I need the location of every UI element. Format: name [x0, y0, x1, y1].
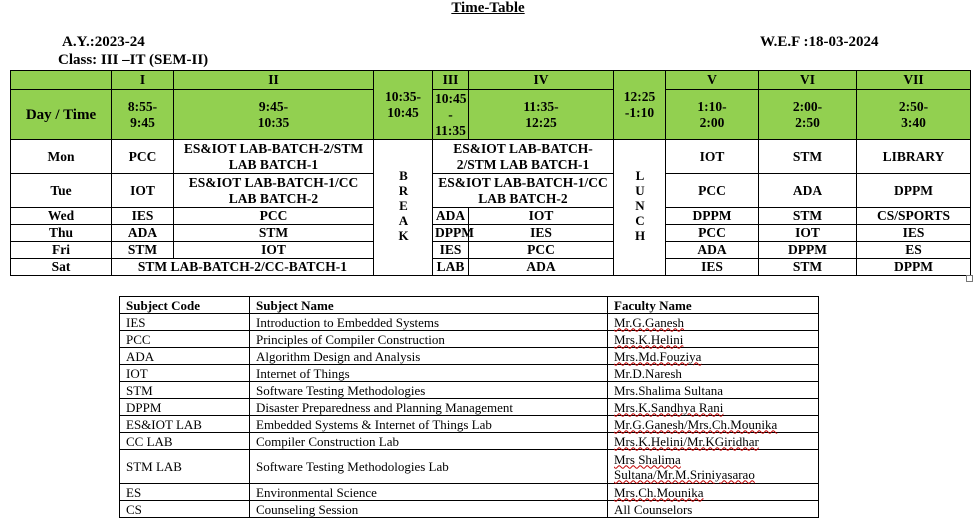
day-time-label: Day / Time: [11, 90, 112, 140]
table-row: [120, 501, 819, 518]
subject-name: Principles of Compiler Construction: [250, 331, 608, 348]
break-time: 10:35- 10:45: [374, 71, 433, 140]
subject-name: Counseling Session: [250, 501, 608, 518]
subject-code: IOT: [120, 365, 250, 382]
class-cell: IOT: [112, 174, 174, 208]
subject-name: Internet of Things: [250, 365, 608, 382]
subject-name: Compiler Construction Lab: [250, 433, 608, 450]
subject-name: Software Testing Methodologies Lab: [250, 450, 608, 484]
faculty-name: Mrs.K.Helini/Mr.KGiridhar: [608, 433, 819, 450]
time-slot: 9:45- 10:35: [174, 90, 374, 140]
faculty-name: Mrs.K.Helini: [608, 331, 819, 348]
period-header: VII: [857, 71, 971, 90]
class-cell: ES: [857, 242, 971, 259]
class-cell: STM: [759, 208, 857, 225]
day-label: Fri: [11, 242, 112, 259]
faculty-name: Mr.D.Naresh: [608, 365, 819, 382]
subject-name: Software Testing Methodologies: [250, 382, 608, 399]
wef-date: W.E.F :18-03-2024: [760, 34, 879, 50]
subject-code: CS: [120, 501, 250, 518]
class-cell: LAB: [433, 259, 469, 276]
time-slot: 1:10- 2:00: [666, 90, 759, 140]
lunch-column: [614, 140, 666, 276]
table-row: [120, 450, 819, 484]
class-cell: ADA: [112, 225, 174, 242]
timetable: [10, 70, 971, 276]
subject-code: STM: [120, 382, 250, 399]
day-label: Mon: [11, 140, 112, 174]
table-row: [120, 433, 819, 450]
subject-code: IES: [120, 314, 250, 331]
period-header-row: [11, 71, 971, 90]
day-row-sat: [11, 259, 971, 276]
class-cell: PCC: [666, 225, 759, 242]
subject-table-header: [120, 297, 819, 314]
class-label: Class: III –IT (SEM-II): [58, 52, 209, 68]
class-cell: DPPM: [433, 225, 469, 242]
subject-code: ES&IOT LAB: [120, 416, 250, 433]
class-cell: IOT: [666, 140, 759, 174]
subject-code: ADA: [120, 348, 250, 365]
time-slot: 10:45 - 11:35: [433, 90, 469, 140]
class-cell: ADA: [759, 174, 857, 208]
day-label: Sat: [11, 259, 112, 276]
table-row: [120, 484, 819, 501]
subject-code: CC LAB: [120, 433, 250, 450]
faculty-name: Mr.G.Ganesh: [608, 314, 819, 331]
header-subject-name: Subject Name: [250, 297, 608, 314]
faculty-name: All Counselors: [608, 501, 819, 518]
table-row: [120, 314, 819, 331]
subject-name: Environmental Science: [250, 484, 608, 501]
faculty-name: Mr.G.Ganesh/Mrs.Ch.Mounika: [608, 416, 819, 433]
table-row: [120, 416, 819, 433]
subject-code: ES: [120, 484, 250, 501]
table-row: [120, 399, 819, 416]
class-cell: PCC: [666, 174, 759, 208]
time-slot: 8:55- 9:45: [112, 90, 174, 140]
class-cell: ES&IOT LAB-BATCH-1/CC LAB BATCH-2: [174, 174, 374, 208]
academic-year: A.Y.:2023-24: [62, 34, 145, 50]
class-cell: IOT: [174, 242, 374, 259]
break-column: [374, 140, 433, 276]
table-row: [120, 382, 819, 399]
subject-name: Embedded Systems & Internet of Things Lab: [250, 416, 608, 433]
class-cell: IES: [666, 259, 759, 276]
time-row: [11, 90, 971, 140]
day-row-mon: [11, 140, 971, 174]
table-resize-handle[interactable]: [966, 275, 973, 282]
faculty-name: Mrs.Ch.Mounika: [608, 484, 819, 501]
class-cell: STM: [759, 259, 857, 276]
class-cell: IOT: [759, 225, 857, 242]
class-cell: ADA: [469, 259, 614, 276]
class-cell: IES: [433, 242, 469, 259]
table-row: [120, 348, 819, 365]
day-row-thu: [11, 225, 971, 242]
table-row: [120, 365, 819, 382]
day-row-fri: [11, 242, 971, 259]
class-cell: LIBRARY: [857, 140, 971, 174]
subject-name: Disaster Preparedness and Planning Management: [250, 399, 608, 416]
class-cell: ADA: [666, 242, 759, 259]
class-cell: ES&IOT LAB-BATCH-2/STM LAB BATCH-1: [433, 140, 614, 174]
period-header: II: [174, 71, 374, 90]
subject-table: [119, 296, 819, 518]
period-header: IV: [469, 71, 614, 90]
class-cell: CS/SPORTS: [857, 208, 971, 225]
subject-code: STM LAB: [120, 450, 250, 484]
time-slot: 11:35- 12:25: [469, 90, 614, 140]
faculty-name: Mrs Shalima Sultana/Mr.M.Sriniyasarao: [608, 450, 819, 484]
class-cell: STM LAB-BATCH-2/CC-BATCH-1: [112, 259, 374, 276]
day-row-tue: [11, 174, 971, 208]
day-row-wed: [11, 208, 971, 225]
day-label: Tue: [11, 174, 112, 208]
subject-name: Algorithm Design and Analysis: [250, 348, 608, 365]
lunch-label: LUNCH: [632, 168, 648, 243]
period-header: I: [112, 71, 174, 90]
header-blank: [11, 71, 112, 90]
period-header: III: [433, 71, 469, 90]
class-cell: ES&IOT LAB-BATCH-1/CC LAB BATCH-2: [433, 174, 614, 208]
break-label: BREAK: [396, 168, 411, 243]
class-cell: DPPM: [857, 174, 971, 208]
class-cell: STM: [112, 242, 174, 259]
period-header: VI: [759, 71, 857, 90]
time-slot: 2:00- 2:50: [759, 90, 857, 140]
class-cell: DPPM: [759, 242, 857, 259]
lunch-time: 12:25 -1:10: [614, 71, 666, 140]
subject-code: DPPM: [120, 399, 250, 416]
document-title: Time-Table: [451, 0, 525, 16]
class-cell: DPPM: [857, 259, 971, 276]
time-slot: 2:50- 3:40: [857, 90, 971, 140]
day-label: Thu: [11, 225, 112, 242]
day-label: Wed: [11, 208, 112, 225]
class-cell: STM: [759, 140, 857, 174]
subject-name: Introduction to Embedded Systems: [250, 314, 608, 331]
class-cell: IES: [857, 225, 971, 242]
subject-code: PCC: [120, 331, 250, 348]
class-cell: PCC: [112, 140, 174, 174]
class-cell: IES: [469, 225, 614, 242]
table-row: [120, 331, 819, 348]
class-cell: PCC: [469, 242, 614, 259]
class-cell: ES&IOT LAB-BATCH-2/STM LAB BATCH-1: [174, 140, 374, 174]
faculty-name: Mrs.K.Sandhya Rani: [608, 399, 819, 416]
class-cell: ADA: [433, 208, 469, 225]
class-cell: PCC: [174, 208, 374, 225]
class-cell: IOT: [469, 208, 614, 225]
period-header: V: [666, 71, 759, 90]
class-cell: IES: [112, 208, 174, 225]
class-cell: STM: [174, 225, 374, 242]
header-subject-code: Subject Code: [120, 297, 250, 314]
header-faculty-name: Faculty Name: [608, 297, 819, 314]
faculty-name: Mrs.Md.Fouziya: [608, 348, 819, 365]
faculty-name: Mrs.Shalima Sultana: [608, 382, 819, 399]
class-cell: DPPM: [666, 208, 759, 225]
